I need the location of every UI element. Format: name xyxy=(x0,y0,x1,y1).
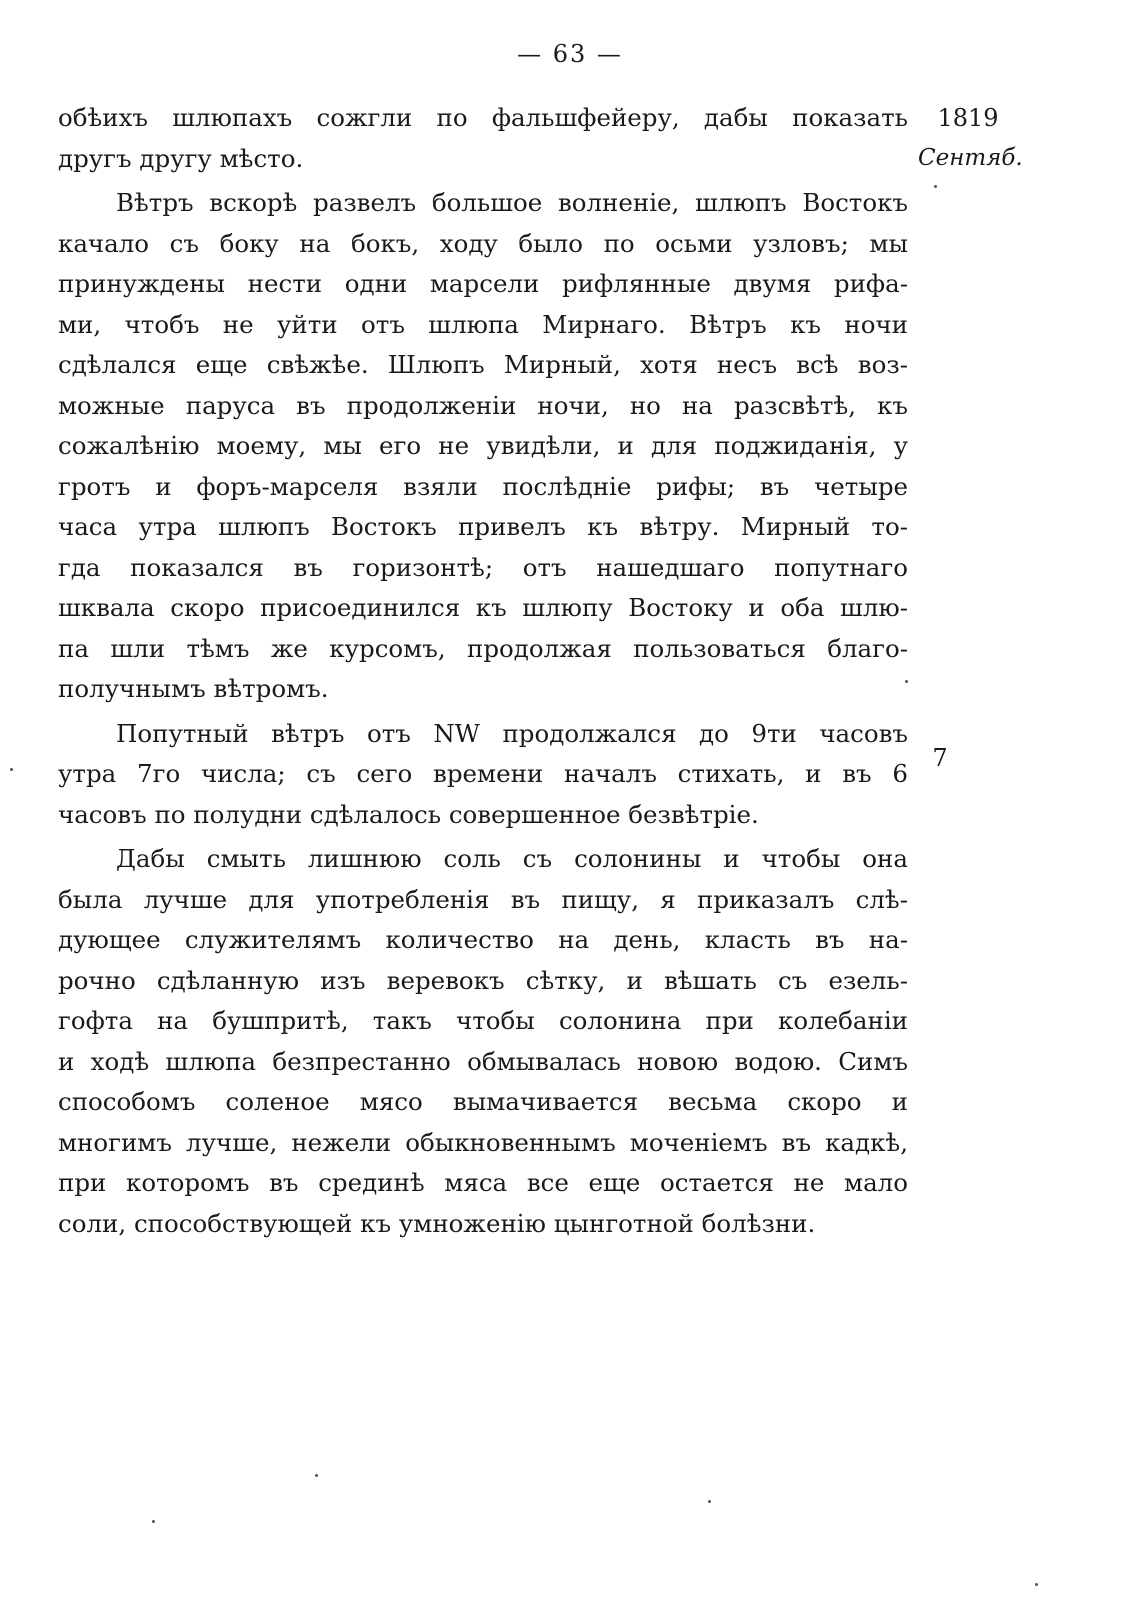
paragraph-1 xyxy=(58,98,908,179)
scan-speck xyxy=(1035,1583,1038,1586)
body-text xyxy=(58,98,908,1244)
text-line: утра 7го числа; съ сего времени началъ стихать, и въ 6 xyxy=(58,759,908,788)
text-line: па шли тѣмъ же курсомъ, продолжая пользоваться благо- xyxy=(58,633,908,663)
text-line: гротъ и форъ-марселя взяли послѣдніе рифы; въ четыре xyxy=(58,471,908,501)
scan-speck xyxy=(708,1500,711,1503)
text-line: принуждены нести одни марсели рифлянные двумя рифа- xyxy=(58,269,908,298)
scan-speck xyxy=(315,1474,318,1477)
paragraph-3 xyxy=(58,714,908,836)
text-line: получнымъ вѣтромъ. xyxy=(58,674,329,703)
text-line: можные паруса въ продолженіи ночи, но на разсвѣтѣ, къ xyxy=(58,390,908,420)
text-line: сожалѣнію моему, мы его не увидѣли, и для поджиданія, у xyxy=(58,431,908,460)
text-line: гофта на бушпритѣ, такъ чтобы солонина при колебаніи xyxy=(58,1006,908,1035)
text-line: и ходѣ шлюпа безпрестанно обмывалась новою водою. Симъ xyxy=(58,1046,908,1076)
margin-note-month: Сентяб. xyxy=(918,145,1023,171)
text-line: качало съ боку на бокъ, ходу было по осьми узловъ; мы xyxy=(58,228,908,258)
text-line: Попутный вѣтръ отъ NW продолжался до 9ти часовъ xyxy=(116,718,908,748)
text-line: часовъ по полудни сдѣлалось совершенное безвѣтріе. xyxy=(58,799,759,829)
paragraph-4 xyxy=(58,839,908,1244)
text-line: Вѣтръ вскорѣ развелъ большое волненіе, шлюпъ Востокъ xyxy=(116,188,908,217)
page-number: — 63 — xyxy=(517,40,623,68)
text-line: гда показался въ горизонтѣ; отъ нашедшаго попутнаго xyxy=(58,552,908,582)
scan-speck xyxy=(10,768,13,771)
margin-note-year: 1819 xyxy=(937,104,999,132)
text-line: шквала скоро присоединился къ шлюпу Востоку и оба шлю- xyxy=(58,593,908,622)
text-line: сдѣлался еще свѣжѣе. Шлюпъ Мирный, хотя несъ всѣ воз- xyxy=(58,350,908,379)
text-line: была лучше для употребленія въ пищу, я приказалъ слѣ- xyxy=(58,884,908,914)
text-line: многимъ лучше, нежели обыкновеннымъ моченіемъ въ кадкѣ, xyxy=(58,1127,908,1157)
text-line: другъ другу мѣсто. xyxy=(58,143,304,173)
text-line: ми, чтобъ не уйти отъ шлюпа Мирнаго. Вѣтръ къ ночи xyxy=(58,309,908,339)
scan-speck xyxy=(905,680,908,683)
margin-note-day: 7 xyxy=(932,744,948,772)
text-line: рочно сдѣланную изъ веревокъ сѣтку, и вѣшать съ езель- xyxy=(58,965,908,995)
text-line: обѣихъ шлюпахъ сожгли по фальшфейеру, дабы показать xyxy=(58,103,908,132)
text-line: Дабы смыть лишнюю соль съ солонины и чтобы она xyxy=(116,844,908,873)
paragraph-2 xyxy=(58,183,908,710)
scan-speck xyxy=(934,185,937,188)
text-line: соли, способствующей къ умноженію цынготной болѣзни. xyxy=(58,1208,816,1238)
scan-speck xyxy=(152,1520,155,1523)
text-line: дующее служителямъ количество на день, класть въ на- xyxy=(58,925,908,954)
text-line: часа утра шлюпъ Востокъ привелъ къ вѣтру. Мирный то- xyxy=(58,512,908,541)
text-line: способомъ соленое мясо вымачивается весьма скоро и xyxy=(58,1087,908,1116)
text-line: при которомъ въ срединѣ мяса все еще остается не мало xyxy=(58,1168,908,1197)
